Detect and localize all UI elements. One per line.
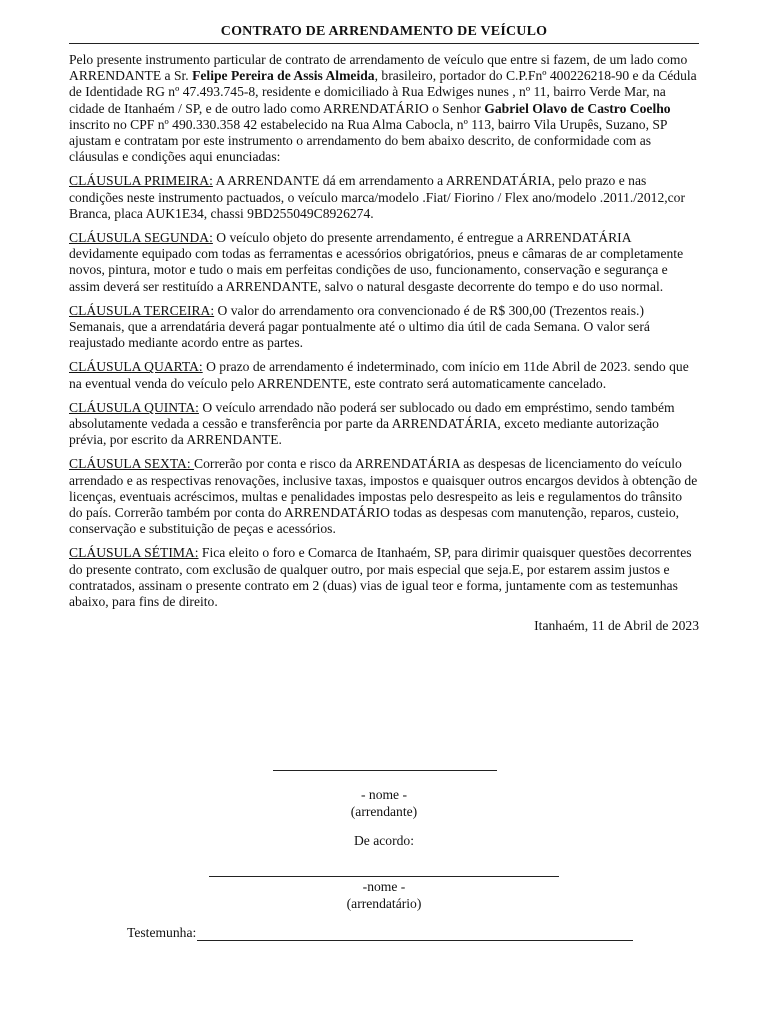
clause-heading: CLÁUSULA SEGUNDA:	[69, 230, 213, 246]
clause-sexta	[69, 456, 699, 537]
clause-terceira	[69, 303, 699, 352]
clause-text: Correrão por conta e risco da ARRENDATÁRIA as despesas de licenciamento do veículo arrendado e as respectivas renovações, inclusive taxas, impostos e quaisquer outros encargos devidos à obtenção de licenças, eventuais acréscimos, multas e penalidades impostas pelo desrespeito as leis e regulamentos do trânsito do país. Correrão também por conta do ARRENDATÁRIO todas as despesas com manutenção, reparos, custeio, conservação e substituição de peças e acessórios.	[69, 456, 698, 537]
witness-line	[127, 925, 633, 941]
signature-line	[209, 862, 559, 877]
intro-text-2: , brasileiro, portador do C.P.Fnº 400226218-90 e da Cédula de Identidade RG nº 47.493.745-8, residente e domiciliado à Rua Edwiges nunes , nº 11, bairro Verde Mar, na cidade de Itanhaém / SP, e de outro lado como ARRENDATÁRIO o Senhor	[69, 68, 697, 116]
intro-text-1: Pelo presente instrumento particular de contrato de arrendamento de veículo que entre si fazem, de um lado como ARRENDANTE a Sr.	[69, 52, 688, 84]
clause-quarta	[69, 359, 699, 391]
clause-heading: CLÁUSULA QUINTA:	[69, 399, 199, 415]
lessor-signature-block	[0, 770, 768, 771]
signature-role: (arrendatário)	[346, 895, 422, 911]
clause-heading: CLÁUSULA SEXTA:	[69, 456, 195, 472]
clause-text: O veículo objeto do presente arrendamento, é entregue a ARRENDATÁRIA devidamente equipado com todas as ferramentas e acessórios obrigatórios, pneus e câmaras de ar completamente novos, pintura, motor e tudo o mais em perfeitas condições de uso, funcionamento, conservação e segurança e assim deverá ser restituído a ARRENDANTE, salvo o natural desgaste decorrente do tempo e do uso normal.	[69, 230, 684, 294]
document-title: CONTRATO DE ARRENDAMENTO DE VEÍCULO	[69, 24, 699, 44]
signature-role: (arrendante)	[350, 803, 418, 819]
clause-heading: CLÁUSULA SÉTIMA:	[69, 545, 199, 561]
signature-name-placeholder: -nome -	[362, 879, 406, 894]
intro-paragraph	[69, 52, 699, 165]
clause-primeira	[69, 173, 699, 222]
lessor-signature-labels	[0, 787, 768, 820]
signature-name-placeholder: - nome -	[360, 787, 408, 802]
clause-text: O veículo arrendado não poderá ser sublocado ou dado em empréstimo, sendo também absolutamente vedada a cessão e transferência por parte da ARRENDATÁRIA, exceto mediante autorização prévia, por escrito da ARRENDANTE.	[69, 399, 675, 448]
signature-line	[273, 770, 497, 771]
clause-heading: CLÁUSULA QUARTA:	[69, 359, 203, 375]
clause-text: A ARRENDANTE dá em arrendamento a ARRENDATÁRIA, pelo prazo e nas condições neste instrumento pactuados, o veículo marca/modelo .Fiat/ Fiorino / Flex ano/modelo .2011./2012,cor Branca, placa AUK1E34, chassi 9BD255049C8926274.	[69, 173, 685, 221]
lessee-name: Gabriel Olavo de Castro Coelho	[484, 100, 671, 116]
clause-setima	[69, 545, 699, 610]
intro-text-3: inscrito no CPF nº 490.330.358 42 estabelecido na Rua Alma Cabocla, nº 113, bairro Vila Urupês, Suzano, SP ajustam e contratam por este instrumento o arrendamento do bem abaixo descrito, de conformidade com as cláusulas e condições aqui enunciadas:	[69, 116, 667, 165]
clause-heading: CLÁUSULA TERCEIRA:	[69, 302, 215, 318]
lessor-name: Felipe Pereira de Assis Almeida	[192, 68, 375, 84]
clause-quinta	[69, 400, 699, 449]
clause-text: O valor do arrendamento ora convencionado é de R$ 300,00 (Trezentos reais.) Semanais, que a arrendatária deverá pagar pontualmente até o ultimo dia útil de cada Semana. O valor será reajustado mediante acordo entre as partes.	[69, 302, 650, 351]
witness-signature-line	[197, 928, 633, 941]
clause-text: Fica eleito o foro e Comarca de Itanhaém, SP, para dirimir quaisquer questões decorrentes do presente contrato, com exclusão de qualquer outro, por mais especial que seja.E, por estarem assim justos e contratados, assinam o presente contrato em 2 (duas) vias de igual teor e forma, juntamente com as testemunhas abaixo, para fins de direito.	[69, 545, 692, 610]
lessee-signature-labels	[0, 879, 768, 912]
clause-segunda	[69, 230, 699, 295]
date-line: Itanhaém, 11 de Abril de 2023	[534, 618, 699, 634]
lessee-signature-block	[0, 862, 768, 877]
contract-document	[69, 24, 699, 634]
clause-text: O prazo de arrendamento é indeterminado, com início em 11de Abril de 2023. sendo que na eventual venda do veículo pelo ARRENDENTE, este contrato será automaticamente cancelado.	[69, 359, 689, 391]
witness-label: Testemunha:	[127, 925, 197, 940]
agreement-label: De acordo:	[353, 833, 414, 848]
clause-heading: CLÁUSULA PRIMEIRA:	[69, 173, 213, 189]
